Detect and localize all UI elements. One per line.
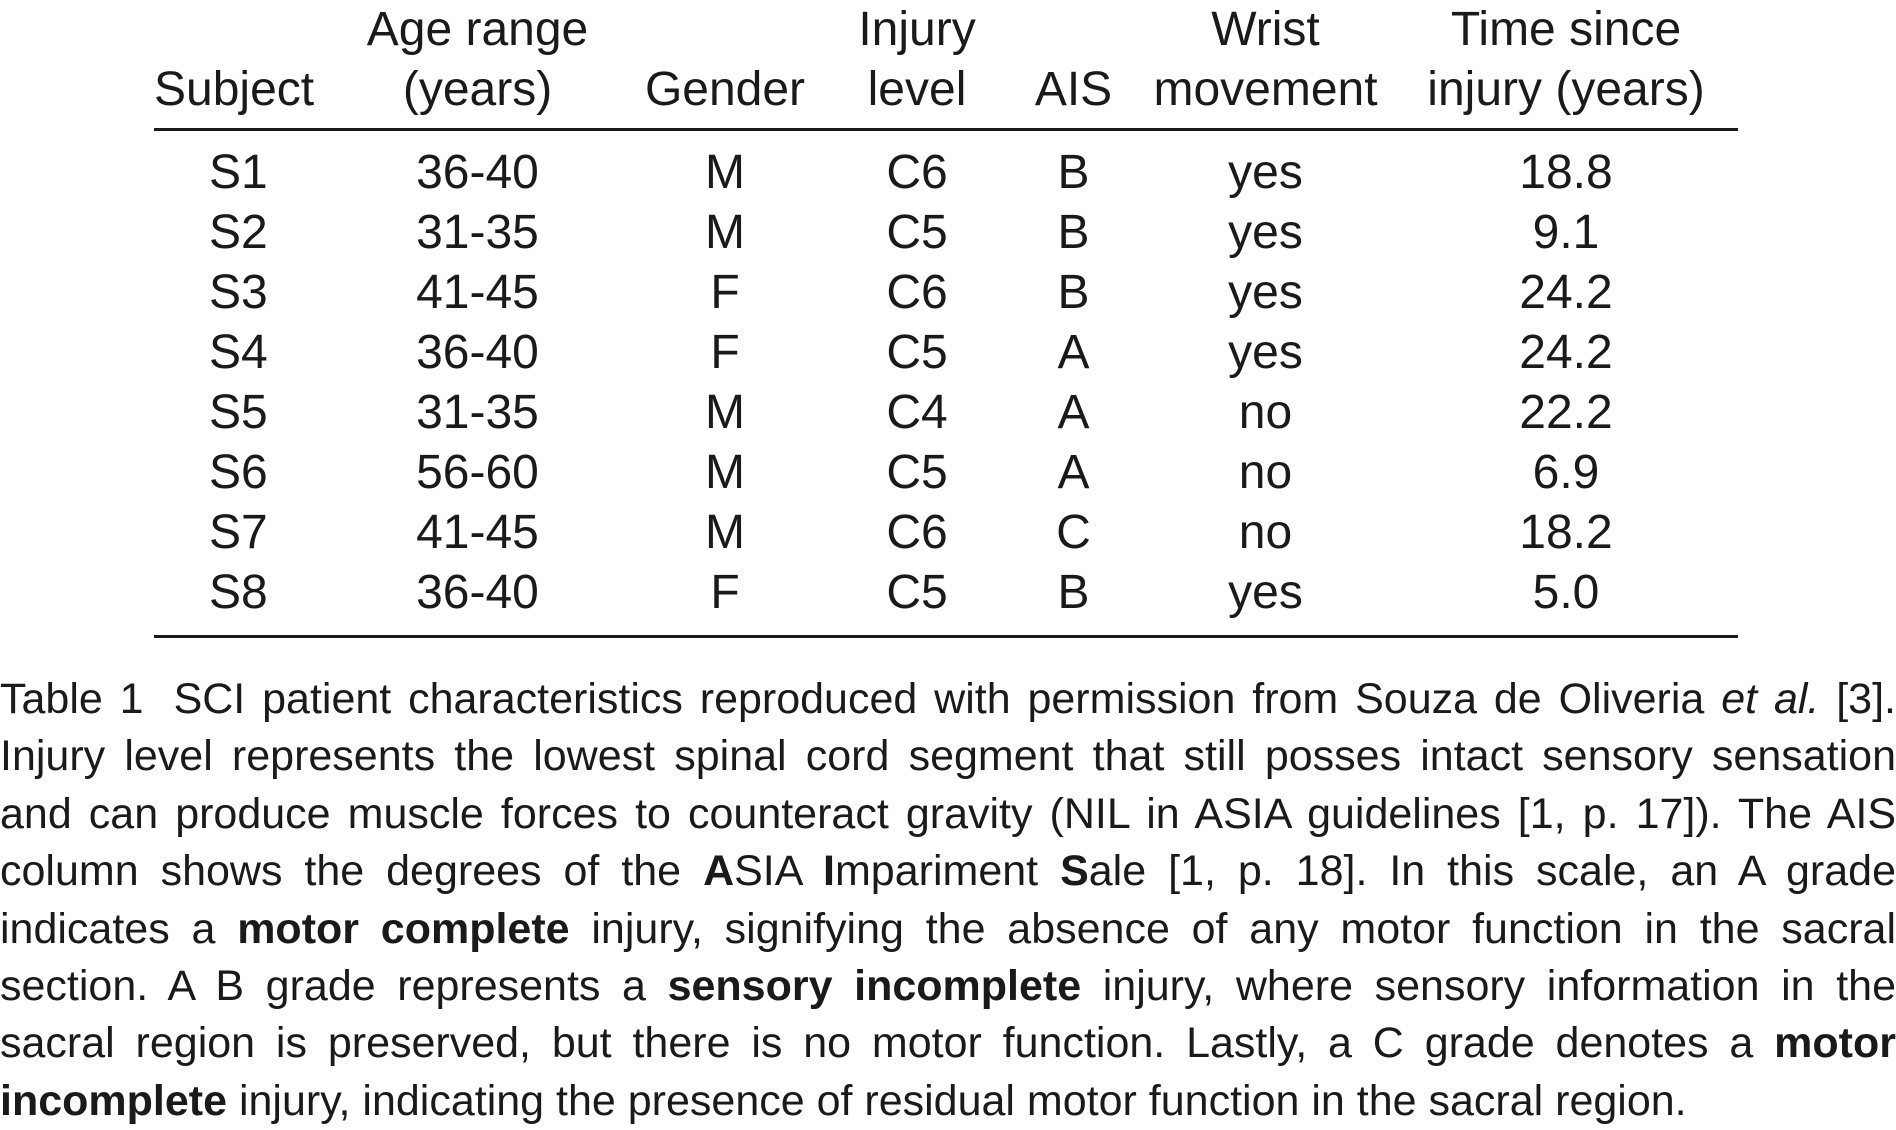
header-injury-level-line2: level — [867, 63, 967, 116]
cell-time-since-injury: 18.2 — [1519, 506, 1613, 559]
cell-subject: S5 — [209, 386, 268, 439]
cell-time-since-injury: 9.1 — [1532, 206, 1600, 259]
cell-injury-level: C6 — [886, 146, 948, 199]
header-time-since-injury-line1: Time since — [1450, 3, 1682, 56]
cell-age-range: 36-40 — [416, 146, 539, 199]
caption-text: Injury level represents the lowest spinal cord segment that still posses intact sensory sensation — [0, 732, 1896, 781]
cell-time-since-injury: 22.2 — [1519, 386, 1613, 439]
caption-text: mpariment — [834, 847, 1061, 896]
caption-line — [0, 671, 1896, 728]
table-row — [154, 443, 1738, 503]
cell-subject: S8 — [154, 563, 329, 637]
cell-injury-level: C5 — [886, 446, 948, 499]
cell-gender: M — [705, 386, 745, 439]
table-row — [154, 323, 1738, 383]
cell-age-range: 36-40 — [416, 326, 539, 379]
cell-injury-level: C6 — [886, 266, 948, 319]
cell-gender: F — [626, 563, 824, 637]
header-time-since-injury — [1394, 0, 1738, 130]
header-row — [154, 0, 1738, 130]
cell-gender: M — [705, 146, 745, 199]
cell-time-since-injury: 24.2 — [1519, 266, 1613, 319]
header-gender — [626, 0, 824, 130]
header-gender-text: Gender — [644, 63, 806, 116]
cell-ais: B — [1057, 266, 1090, 319]
cell-injury-level: C5 — [886, 206, 948, 259]
caption-text: SCI patient characteristics reproduced with permission from Souza de Oliveria — [173, 675, 1722, 723]
cell-wrist-movement: yes — [1228, 266, 1303, 319]
cell-gender: M — [705, 506, 745, 559]
cell-ais: A — [1057, 326, 1090, 379]
table-body — [154, 130, 1738, 637]
cell-subject: S2 — [209, 206, 268, 259]
table-row — [154, 383, 1738, 443]
cell-ais: B — [1057, 146, 1090, 199]
cell-ais: C — [1056, 506, 1091, 559]
cell-wrist-movement: no — [1238, 386, 1293, 439]
header-injury-level-line1: Injury — [858, 3, 976, 56]
cell-wrist-movement: yes — [1137, 563, 1394, 637]
caption-text: sacral region is preserved, but there is no motor function. Lastly, a C grade denotes a — [0, 1019, 1775, 1068]
header-age-range — [329, 0, 626, 130]
cell-ais: B — [1010, 563, 1137, 637]
caption-text: SIA — [734, 847, 824, 896]
table-caption — [0, 671, 1896, 1130]
caption-line — [0, 901, 1896, 958]
cell-ais: A — [1057, 386, 1090, 439]
cell-wrist-movement: yes — [1228, 146, 1303, 199]
caption-label: Table 1 — [0, 675, 144, 723]
caption-text: and can produce muscle forces to counteract gravity (NIL in ASIA guidelines [1, p. 17]). The AIS — [0, 789, 1896, 838]
header-ais-text: AIS — [1034, 63, 1113, 116]
cell-age-range: 36-40 — [329, 563, 626, 637]
cell-wrist-movement: no — [1238, 506, 1293, 559]
cell-wrist-movement: yes — [1228, 206, 1303, 259]
header-ais — [1010, 0, 1137, 130]
header-time-since-injury-line2: injury (years) — [1427, 63, 1705, 116]
caption-bold-text: sensory incomplete — [667, 961, 1082, 1010]
caption-text: indicates a — [0, 904, 238, 953]
caption-italic-text: et al. — [1721, 675, 1820, 723]
caption-bold-text: S — [1060, 847, 1089, 896]
cell-injury-level: C6 — [886, 506, 948, 559]
cell-ais: A — [1057, 446, 1090, 499]
caption-text: section. A B grade represents a — [0, 961, 668, 1010]
cell-subject: S1 — [209, 146, 268, 199]
patient-characteristics-table — [154, 0, 1738, 638]
cell-age-range: 31-35 — [416, 206, 539, 259]
cell-gender: F — [710, 266, 740, 319]
table-header — [154, 0, 1738, 130]
caption-bold-text: motor — [1774, 1019, 1896, 1068]
cell-gender: F — [710, 326, 740, 379]
caption-bold-text: A — [703, 847, 735, 896]
caption-line — [0, 728, 1896, 785]
table-row — [154, 503, 1738, 563]
cell-wrist-movement: yes — [1228, 326, 1303, 379]
caption-text: [3]. — [1819, 675, 1896, 723]
header-subject — [154, 0, 329, 130]
cell-ais: B — [1057, 206, 1090, 259]
cell-age-range: 41-45 — [416, 266, 539, 319]
caption-bold-text: motor complete — [237, 904, 570, 953]
caption-text: injury, signifying the absence of any motor function in the sacral — [569, 904, 1896, 953]
caption-text: column shows the degrees of the — [0, 847, 704, 896]
cell-time-since-injury: 6.9 — [1532, 446, 1600, 499]
header-age-range-line1: Age range — [366, 3, 589, 56]
cell-age-range: 31-35 — [416, 386, 539, 439]
cell-injury-level: C5 — [886, 326, 948, 379]
cell-time-since-injury: 24.2 — [1519, 326, 1613, 379]
caption-bold-text: I — [823, 847, 835, 896]
caption-line — [0, 786, 1896, 843]
header-wrist-movement-line1: Wrist — [1211, 3, 1320, 56]
table-row — [154, 130, 1738, 204]
caption-text: ale [1, p. 18]. In this scale, an A grade — [1088, 847, 1896, 896]
caption-line — [0, 843, 1896, 900]
cell-gender: M — [705, 446, 745, 499]
table-row — [154, 563, 1738, 637]
header-wrist-movement-line2: movement — [1153, 63, 1378, 116]
cell-gender: M — [705, 206, 745, 259]
cell-time-since-injury: 18.8 — [1519, 146, 1613, 199]
caption-text: injury, where sensory information in the — [1081, 961, 1896, 1010]
header-subject-text: Subject — [154, 63, 315, 116]
header-age-range-line2: (years) — [402, 63, 553, 116]
caption-line — [0, 1015, 1896, 1072]
caption-line — [0, 1073, 1896, 1130]
cell-subject: S4 — [209, 326, 268, 379]
cell-subject: S6 — [209, 446, 268, 499]
cell-age-range: 56-60 — [416, 446, 539, 499]
cell-time-since-injury: 5.0 — [1394, 563, 1738, 637]
caption-text: injury, indicating the presence of residual motor function in the sacral region. — [227, 1076, 1687, 1125]
cell-injury-level: C4 — [886, 386, 948, 439]
cell-age-range: 41-45 — [416, 506, 539, 559]
patient-table-container — [154, 0, 1738, 638]
table-row — [154, 203, 1738, 263]
cell-subject: S3 — [209, 266, 268, 319]
header-wrist-movement — [1137, 0, 1394, 130]
cell-subject: S7 — [209, 506, 268, 559]
caption-line — [0, 958, 1896, 1015]
table-row — [154, 263, 1738, 323]
cell-injury-level: C5 — [824, 563, 1010, 637]
header-injury-level — [824, 0, 1010, 130]
caption-bold-text: incomplete — [0, 1076, 227, 1125]
cell-wrist-movement: no — [1238, 446, 1293, 499]
